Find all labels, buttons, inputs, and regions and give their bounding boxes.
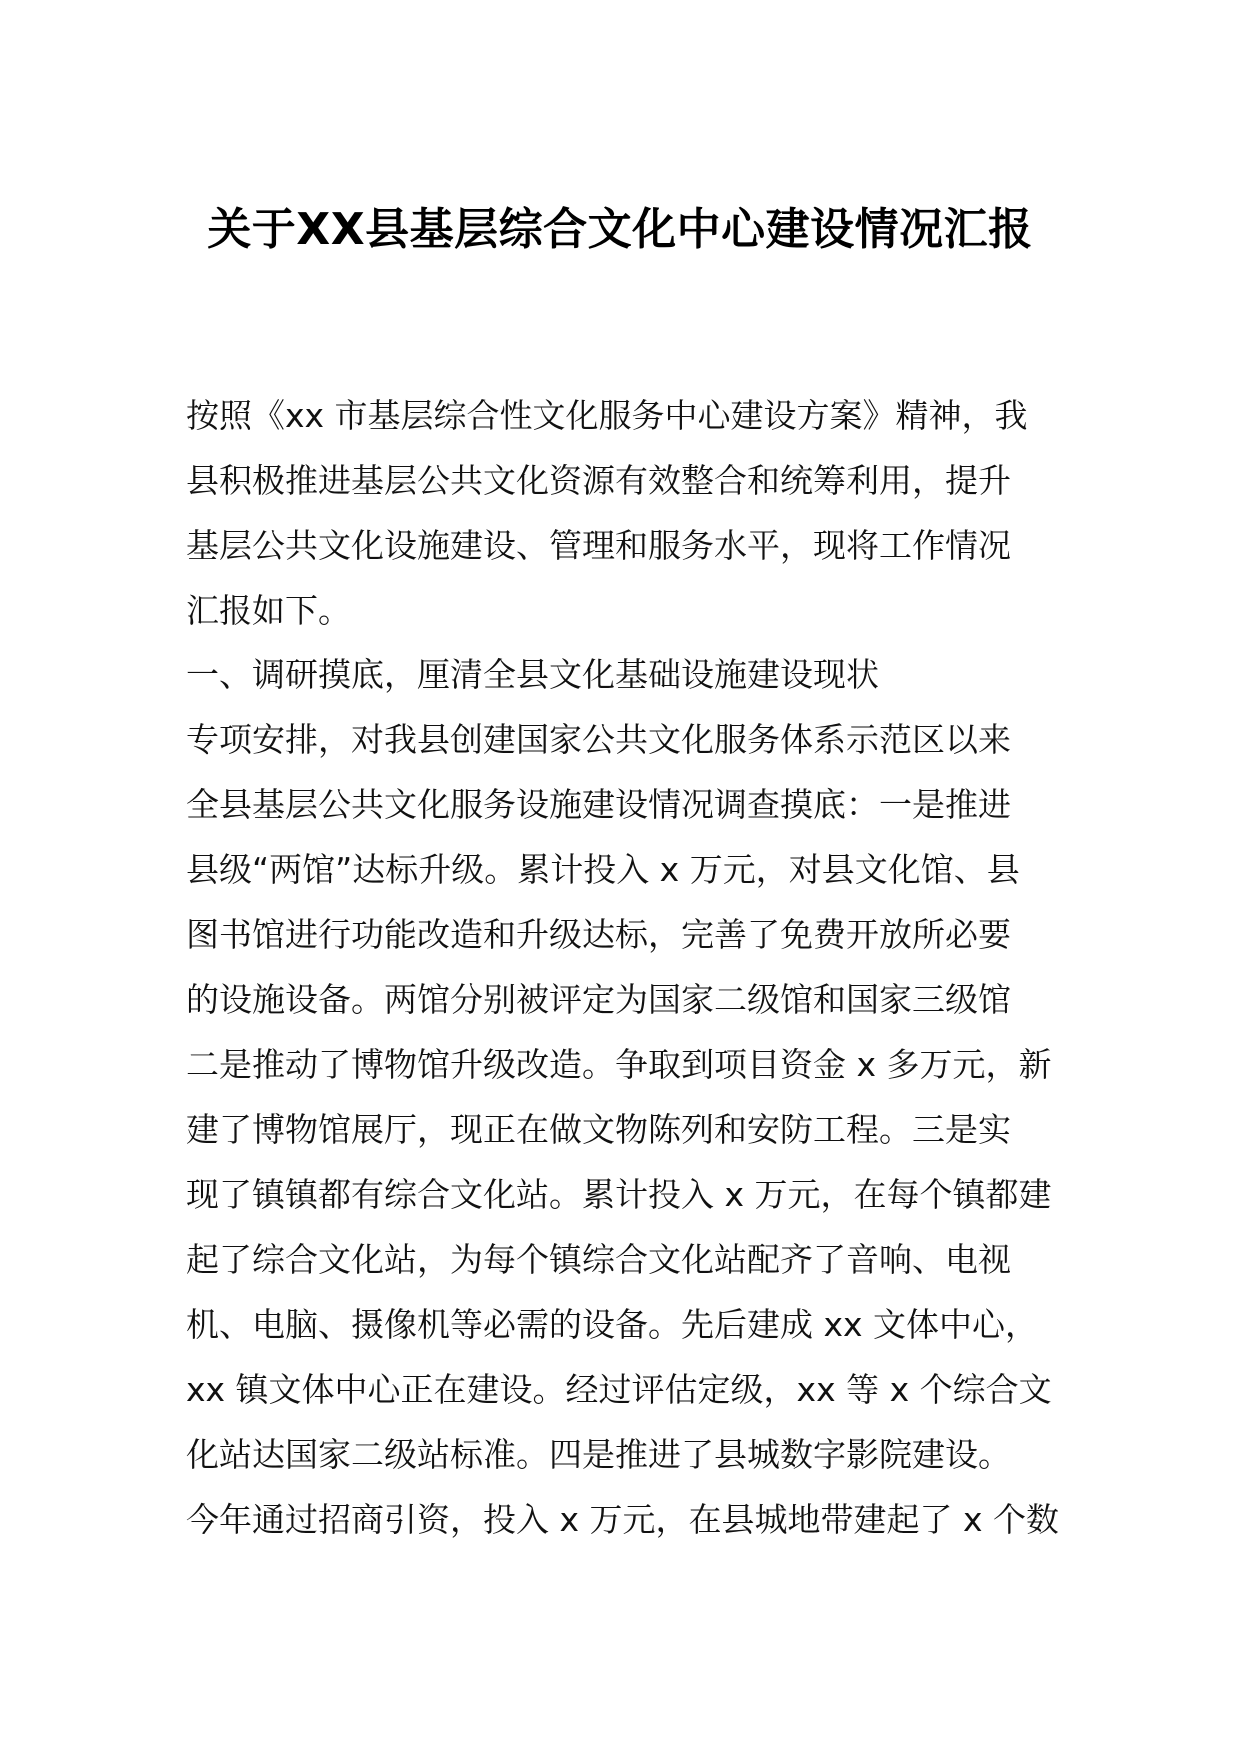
- section-heading: [186, 642, 1086, 707]
- text-line: 按照《xx 市基层综合性文化服务中心建设方案》精神，我: [186, 396, 1028, 435]
- text-line: 二是推动了博物馆升级改造。争取到项目资金 x 多万元，新: [186, 1045, 1052, 1084]
- section-heading-text: 一、调研摸底，厘清全县文化基础设施建设现状: [186, 655, 879, 694]
- text-line: 机、电脑、摄像机等必需的设备。先后建成 xx 文体中心，: [186, 1305, 1039, 1344]
- text-line: 专项安排，对我县创建国家公共文化服务体系示范区以来: [186, 720, 1011, 759]
- text-line: 的设施设备。两馆分别被评定为国家二级馆和国家三级馆: [186, 980, 1011, 1019]
- text-line: 现了镇镇都有综合文化站。累计投入 x 万元，在每个镇都建: [186, 1175, 1052, 1214]
- text-line: 今年通过招商引资，投入 x 万元，在县城地带建起了 x 个数: [186, 1500, 1060, 1539]
- section-body-paragraph: [186, 707, 1086, 1552]
- text-line: 建了博物馆展厅，现正在做文物陈列和安防工程。三是实: [186, 1110, 1011, 1149]
- text-line: 县级“两馆”达标升级。累计投入 x 万元，对县文化馆、县: [186, 850, 1020, 889]
- document-title: 关于XX县基层综合文化中心建设情况汇报: [207, 204, 1033, 255]
- text-line: xx 镇文体中心正在建设。经过评估定级，xx 等 x 个综合文: [186, 1370, 1052, 1409]
- text-line: 图书馆进行功能改造和升级达标，完善了免费开放所必要: [186, 915, 1011, 954]
- text-line: 县积极推进基层公共文化资源有效整合和统筹利用，提升: [186, 461, 1011, 500]
- text-line: 汇报如下。: [186, 591, 351, 630]
- text-line: 起了综合文化站，为每个镇综合文化站配齐了音响、电视: [186, 1240, 1011, 1279]
- text-line: 化站达国家二级站标准。四是推进了县城数字影院建设。: [186, 1435, 1011, 1474]
- text-line: 基层公共文化设施建设、管理和服务水平，现将工作情况: [186, 526, 1011, 565]
- text-line: 全县基层公共文化服务设施建设情况调查摸底：一是推进: [186, 785, 1011, 824]
- intro-paragraph: [186, 383, 1086, 643]
